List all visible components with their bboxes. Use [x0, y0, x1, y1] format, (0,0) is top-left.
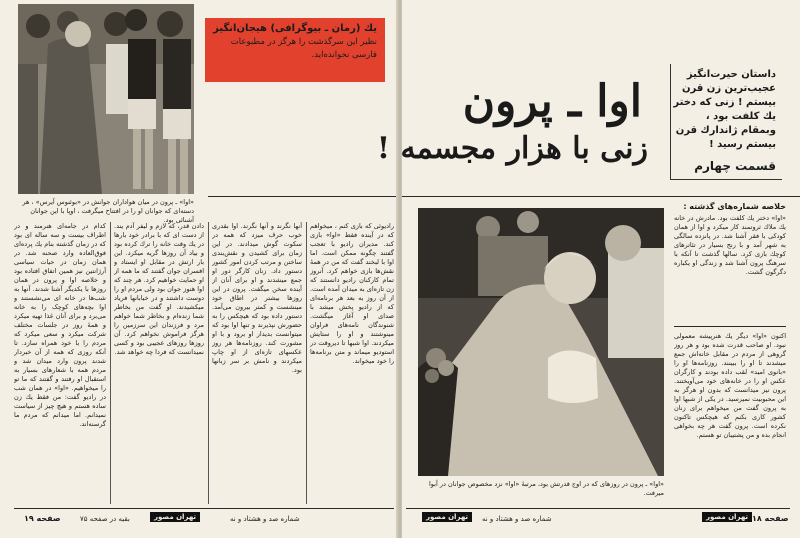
right-issue-number: شماره صد و هشتاد و نه [482, 515, 552, 523]
magazine-logo: تهران مصور [702, 512, 752, 522]
left-outer-column: کدام در جامه‌ای هنرمند و در اطراف بیست و سه ساله ای بود که در زمان گذشته بنام یك پرده‌ای فوق‌العاده وارد صحنه شد. در همان زمان در حیات سیاسی آرژانتین نیز همین اتفاق افتاده بود و خلاصه اوا و پرون در همان روزها با یکدیگر آشنا شدند. آنها به شب‌ها در خانه ای می‌نشستند و اوا بچه‌های کوچک را به خانه می‌برد و برای آنان غذا تهیه میکرد و همهٔ روز در جلسات مختلف شرکت میکرد و سعی میکرد که مردم را با خود همراه سازد. تا آنکه روزی که همه از آن خبردار شدند پرون وارد میدان شد و مردم همه با شعارهای بسیار به استقبال او رفتند و گفتند که ما تو را میخواهیم. «اوا» در همان شب در رادیو گفت: من فقط یك زن ساده هستم و هیچ چیز از سیاست نمیدانم. اما میدانم که مردم ما گرسنه‌اند. [14, 222, 106, 428]
mid-right-column: رادیوئی که بازی کنم ، میخواهم که در آینده فقط «اوا» بازی کند. مدیران رادیو با تعجب گفتند چگونه ممکن است. اما اوا با لبخند گفت که من در همهٔ نقش‌ها بازی خواهم کرد. آنروز تمام کارکنان رادیو دانستند که زن تازه‌ای به میدان آمده است. از آن روز به بعد هر برنامه‌ای که از رادیو پخش میشد با صدای او آغاز میگشت. شنوندگان نامه‌های فراوان مینوشتند و او را ستایش میکردند. اوا شبها تا دیروقت در استودیو میماند و متن برنامه‌ها را خود میخواند. [310, 222, 394, 365]
magazine-logo: تهران مصور [150, 512, 200, 522]
continued-note: بقیه در صفحه ۷۵ [80, 515, 130, 523]
red-box-line-1: یك (رمان ـ بیوگرافی) هیجان‌انگیز [213, 23, 377, 34]
right-photo-caption: «اوا» ـ پرون در روزهای که در اوج قدرتش بود، مرتبهٔ «اوا» نزد مخصوص جوانان در آبوا میرفت. [429, 480, 664, 497]
left-photo-caption: «اوا» ـ پرون در میان هواداران جوانش در «بوئنوس آیرس» ، هر دسته‌ای که جوانان او را در افتتاح میگرفت ، اوپا با این جوانان آشنائی بود. [22, 198, 194, 224]
left-title-rule [208, 196, 398, 197]
column-divider [208, 222, 209, 504]
teaser-text: داستان حیرت‌انگیز عجیب‌ترین زن قرن بیستم ! زنی که دختر یك کلفت بود ، وبمقام ژاندارك قرن بیستم رسید ! [673, 69, 776, 150]
eva-peron-photo [418, 208, 664, 476]
magazine-logo: تهران مصور [422, 512, 472, 522]
red-box-line-2: نظیر این سرگذشت را هرگز در مطبوعات [230, 37, 377, 47]
story-teaser-box [670, 64, 782, 180]
article-subtitle: زنی با هزار مجسمه ! [376, 131, 648, 166]
summary-rule [674, 326, 786, 327]
left-page [0, 0, 398, 538]
column-divider [306, 222, 307, 504]
summary-column: «اوا» دختر یك کلفت بود. مادرش در خانه یك ملاك ثروتمند کار میکرد و اوا از همان کودکی با فقر آشنا شد. در پانزده سالگی به شهر آمد و با رنج بسیار در تئاترهای کوچك بازی کرد. سالها گذشت تا آنکه با سرهنگ پرون آشنا شد و زندگی او یکباره دگرگون گشت. [674, 214, 786, 276]
mid-left-column: آنها نگرند و آنها نگرند. اوا بقدری خوب حرف میزد که همه در سکوت گوش میدادند. در این زمان برای کشیدن و نقش‌بندی ساختن و مرتب کردن امور کشور دستور داد. زنان کارگر دور او جمع میشدند و او برای آنان از آینده سخن میگفت. پرون در این روزها بیشتر در اطاق خود مینشست و کمتر بیرون می‌آمد. دستور داده بود که هیچکس را به حضورش نپذیرند و تنها اوا بود که میتوانست بدیدار او برود و با او مشورت کند. روزنامه‌ها هر روز عکسهای تازه‌ای از او چاپ میکردند و نامش بر سر زبانها بود. [212, 222, 302, 374]
right-title-rule [402, 196, 800, 197]
left-footer-rule [14, 508, 394, 509]
summary-heading: خلاصه شماره‌های گذشته : [683, 202, 786, 211]
red-box-line-3: فارسی نخوانده‌اید. [311, 50, 377, 60]
right-page-number: صفحه ۱۸ [752, 514, 789, 523]
part-number: قسمت چهارم [694, 159, 776, 173]
left-issue-number: شماره صد و هشتاد و نه [230, 515, 300, 523]
article-title: اوا ـ پرون [462, 76, 642, 127]
teaser-red-box [205, 18, 385, 82]
youth-group-photo [18, 4, 194, 194]
right-footer-rule [406, 508, 790, 509]
left-page-number: صفحه ۱۹ [24, 514, 61, 523]
right-bottom-column: اکنون «اوا» دیگر یك هنرپیشه معمولی نبود. او صاحب قدرت شده بود و هر روز گروهی از مردم در مقابل خانه‌اش جمع میشدند تا او را ببینند. روزنامه‌ها او را «بانوی امید» لقب داده بودند و کارگران عکس او را در خانه‌های خود می‌آویختند. پرون نیز میدانست که بدون او هرگز به این محبوبیت نمیرسید. در یکی از شبها اوا به پرون گفت من میخواهم برای زنان کشور کاری بکنم که هیچکس تاکنون نکرده است. پرون گفت هر چه بخواهی انجام بده و من پشتیبان تو هستم. [674, 332, 786, 439]
column-divider [110, 222, 111, 504]
left-inner-column: دادن قدر، که لازم و لیفر آدم یند. از دست ای که با برادر خود بارها در یك وقت خانه را ترك کرده بود و بیاد آن روزها گریه میکرد. این بار ارتش در مقابل او ایستاد و افسران جوان گفتند که ما همه از او حمایت خواهیم کرد. هر چند که اوا هنوز جوان بود ولی مردم او را دوست داشتند و در خیابانها فریاد میکشیدند. او گفت من بخاطر شما زنده‌ام و بخاطر شما خواهم مرد و فرزندان این سرزمین را هرگز فراموش نخواهم کرد. آن روزها روزهای عجیبی بود و کسی نمیدانست که فردا چه خواهد شد. [114, 222, 204, 356]
